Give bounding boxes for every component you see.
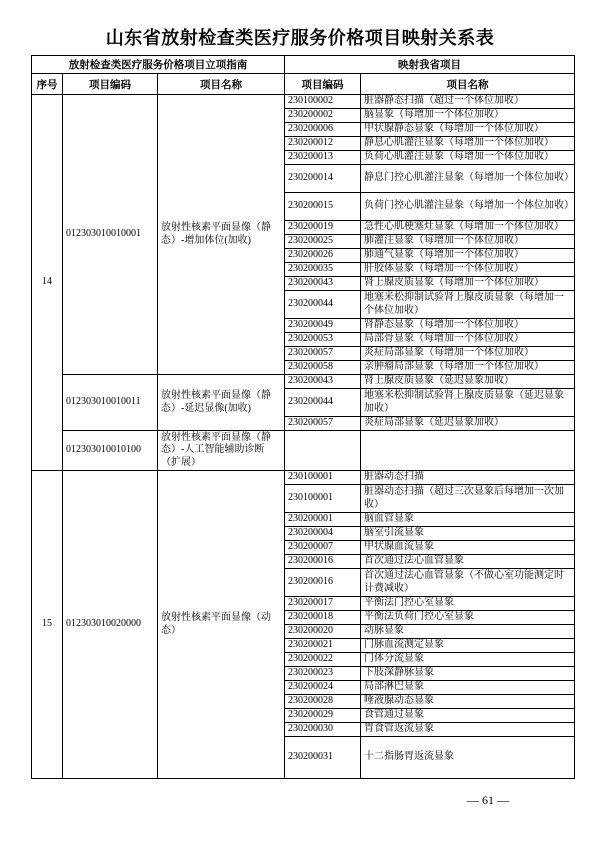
province-name-cell: 甲状腺静态显象（每增加一个体位加收） bbox=[361, 123, 575, 137]
province-code-cell: 230200016 bbox=[285, 569, 361, 597]
province-name-cell: 脑显象（每增加一个体位加收） bbox=[361, 109, 575, 123]
province-code-cell: 230200012 bbox=[285, 137, 361, 151]
province-name-cell: 首次通过法心血管显象 bbox=[361, 555, 575, 569]
province-name-cell: 脏器静态扫描（超过一个体位加收） bbox=[361, 95, 575, 109]
province-code-cell: 230100002 bbox=[285, 95, 361, 109]
group-header-row bbox=[32, 56, 575, 74]
province-name-cell: 首次通过法心血管显象（不做心室功能测定时计费减收） bbox=[361, 569, 575, 597]
province-code-cell: 230200057 bbox=[285, 417, 361, 431]
province-name-cell: 炎症局部显象（每增加一个体位加收） bbox=[361, 347, 575, 361]
seq-cell: 15 bbox=[32, 471, 63, 779]
table-row bbox=[32, 471, 575, 485]
header-guide-name: 项目名称 bbox=[158, 74, 285, 95]
province-code-cell bbox=[285, 431, 361, 471]
province-name-cell: 地塞米松抑制试验肾上腺皮质显象（延迟显象加收） bbox=[361, 389, 575, 417]
province-code-cell: 230200007 bbox=[285, 541, 361, 555]
province-name-cell: 甲状腺血流显象 bbox=[361, 541, 575, 555]
province-code-cell: 230200044 bbox=[285, 389, 361, 417]
province-code-cell: 230200002 bbox=[285, 109, 361, 123]
province-code-cell: 230200004 bbox=[285, 527, 361, 541]
province-name-cell: 静息门控心肌灌注显象（每增加一个体位加收） bbox=[361, 165, 575, 193]
province-name-cell: 急性心肌梗塞灶显象（每增加一个体位加收） bbox=[361, 221, 575, 235]
province-code-cell: 230100001 bbox=[285, 471, 361, 485]
province-code-cell: 230200020 bbox=[285, 625, 361, 639]
province-name-cell: 门体分流显象 bbox=[361, 653, 575, 667]
province-code-cell: 230200029 bbox=[285, 709, 361, 723]
province-code-cell: 230200053 bbox=[285, 333, 361, 347]
province-code-cell: 230200018 bbox=[285, 611, 361, 625]
header-guide-code: 项目编码 bbox=[63, 74, 158, 95]
province-code-cell: 230200028 bbox=[285, 695, 361, 709]
province-name-cell bbox=[361, 431, 575, 471]
province-name-cell: 负荷门控心肌灌注显象（每增加一个体位加收） bbox=[361, 193, 575, 221]
province-code-cell: 230200058 bbox=[285, 361, 361, 375]
province-code-cell: 230200015 bbox=[285, 193, 361, 221]
column-header-row bbox=[32, 74, 575, 95]
province-code-cell: 230200044 bbox=[285, 291, 361, 319]
province-code-cell: 230200014 bbox=[285, 165, 361, 193]
guide-code-cell: 012303010010001 bbox=[63, 95, 158, 375]
province-code-cell: 230200006 bbox=[285, 123, 361, 137]
province-code-cell: 230200021 bbox=[285, 639, 361, 653]
guide-name-cell: 放射性核素平面显像（静态）-延迟显像(加收) bbox=[158, 375, 285, 431]
province-code-cell: 230200043 bbox=[285, 277, 361, 291]
province-name-cell: 唾液腺动态显象 bbox=[361, 695, 575, 709]
province-name-cell: 肾上腺皮质显象（延迟显象加收） bbox=[361, 375, 575, 389]
province-name-cell: 十二指肠胃返流显象 bbox=[361, 737, 575, 779]
province-code-cell: 230200043 bbox=[285, 375, 361, 389]
province-code-cell: 230200049 bbox=[285, 319, 361, 333]
province-name-cell: 脑血管显象 bbox=[361, 513, 575, 527]
table-header bbox=[32, 56, 575, 95]
province-name-cell: 肺通气显象（每增加一个体位加收） bbox=[361, 249, 575, 263]
province-name-cell: 门脉血流测定显象 bbox=[361, 639, 575, 653]
table-row bbox=[32, 95, 575, 109]
page-number: — 61 — bbox=[467, 793, 509, 807]
province-name-cell: 局部淋巴显象 bbox=[361, 681, 575, 695]
province-code-cell: 230200023 bbox=[285, 667, 361, 681]
province-name-cell: 脏器动态扫描 bbox=[361, 471, 575, 485]
province-code-cell: 230200024 bbox=[285, 681, 361, 695]
province-name-cell: 脏器动态扫描（超过三次显象后每增加一次加收） bbox=[361, 485, 575, 513]
header-seq: 序号 bbox=[32, 74, 63, 95]
province-code-cell: 230200035 bbox=[285, 263, 361, 277]
province-code-cell: 230200022 bbox=[285, 653, 361, 667]
header-province-name: 项目名称 bbox=[361, 74, 575, 95]
province-code-cell: 230200013 bbox=[285, 151, 361, 165]
guide-code-cell: 012303010010011 bbox=[63, 375, 158, 431]
province-name-cell: 胃食管返流显象 bbox=[361, 723, 575, 737]
header-province-code: 项目编码 bbox=[285, 74, 361, 95]
table-row bbox=[32, 375, 575, 389]
province-name-cell: 脑室引流显象 bbox=[361, 527, 575, 541]
guide-name-cell: 放射性核素平面显像（静态）-人工智能辅助诊断（扩展） bbox=[158, 431, 285, 471]
province-name-cell: 肝胶体显象（每增加一个体位加收） bbox=[361, 263, 575, 277]
province-code-cell: 230200031 bbox=[285, 737, 361, 779]
guide-name-cell: 放射性核素平面显像（动态） bbox=[158, 471, 285, 779]
mapping-table bbox=[31, 55, 575, 779]
province-name-cell: 动脉显象 bbox=[361, 625, 575, 639]
seq-cell: 14 bbox=[32, 95, 63, 471]
province-name-cell: 平衡法门控心室显象 bbox=[361, 597, 575, 611]
table-body bbox=[32, 95, 575, 779]
province-code-cell: 230200057 bbox=[285, 347, 361, 361]
guide-code-cell: 012303010020000 bbox=[63, 471, 158, 779]
province-name-cell: 炎症局部显象（延迟显象加收） bbox=[361, 417, 575, 431]
province-name-cell: 下肢深静脉显象 bbox=[361, 667, 575, 681]
table-row bbox=[32, 431, 575, 471]
province-name-cell: 亲肿瘤局部显象（每增加一个体位加收） bbox=[361, 361, 575, 375]
province-code-cell: 230200030 bbox=[285, 723, 361, 737]
province-name-cell: 地塞米松抑制试验肾上腺皮质显象（每增加一个体位加收） bbox=[361, 291, 575, 319]
province-code-cell: 230100001 bbox=[285, 485, 361, 513]
province-name-cell: 局部骨显象（每增加一个体位加收） bbox=[361, 333, 575, 347]
province-name-cell: 肾上腺皮质显象（每增加一个体位加收） bbox=[361, 277, 575, 291]
province-code-cell: 230200019 bbox=[285, 221, 361, 235]
header-group-right: 映射我省项目 bbox=[285, 56, 575, 74]
province-name-cell: 食管通过显象 bbox=[361, 709, 575, 723]
header-group-left: 放射检查类医疗服务价格项目立项指南 bbox=[32, 56, 285, 74]
province-name-cell: 肾静态显象（每增加一个体位加收） bbox=[361, 319, 575, 333]
province-name-cell: 静息心肌灌注显象（每增加一个体位加收） bbox=[361, 137, 575, 151]
province-name-cell: 平衡法负荷门控心室显象 bbox=[361, 611, 575, 625]
page-title: 山东省放射检查类医疗服务价格项目映射关系表 bbox=[105, 28, 495, 48]
province-name-cell: 负荷心肌灌注显象（每增加一个体位加收） bbox=[361, 151, 575, 165]
province-code-cell: 230200016 bbox=[285, 555, 361, 569]
province-code-cell: 230200017 bbox=[285, 597, 361, 611]
province-name-cell: 肺灌注显象（每增加一个体位加收） bbox=[361, 235, 575, 249]
guide-name-cell: 放射性核素平面显像（静态）-增加体位(加收) bbox=[158, 95, 285, 375]
province-code-cell: 230200001 bbox=[285, 513, 361, 527]
province-code-cell: 230200025 bbox=[285, 235, 361, 249]
province-code-cell: 230200026 bbox=[285, 249, 361, 263]
guide-code-cell: 012303010010100 bbox=[63, 431, 158, 471]
